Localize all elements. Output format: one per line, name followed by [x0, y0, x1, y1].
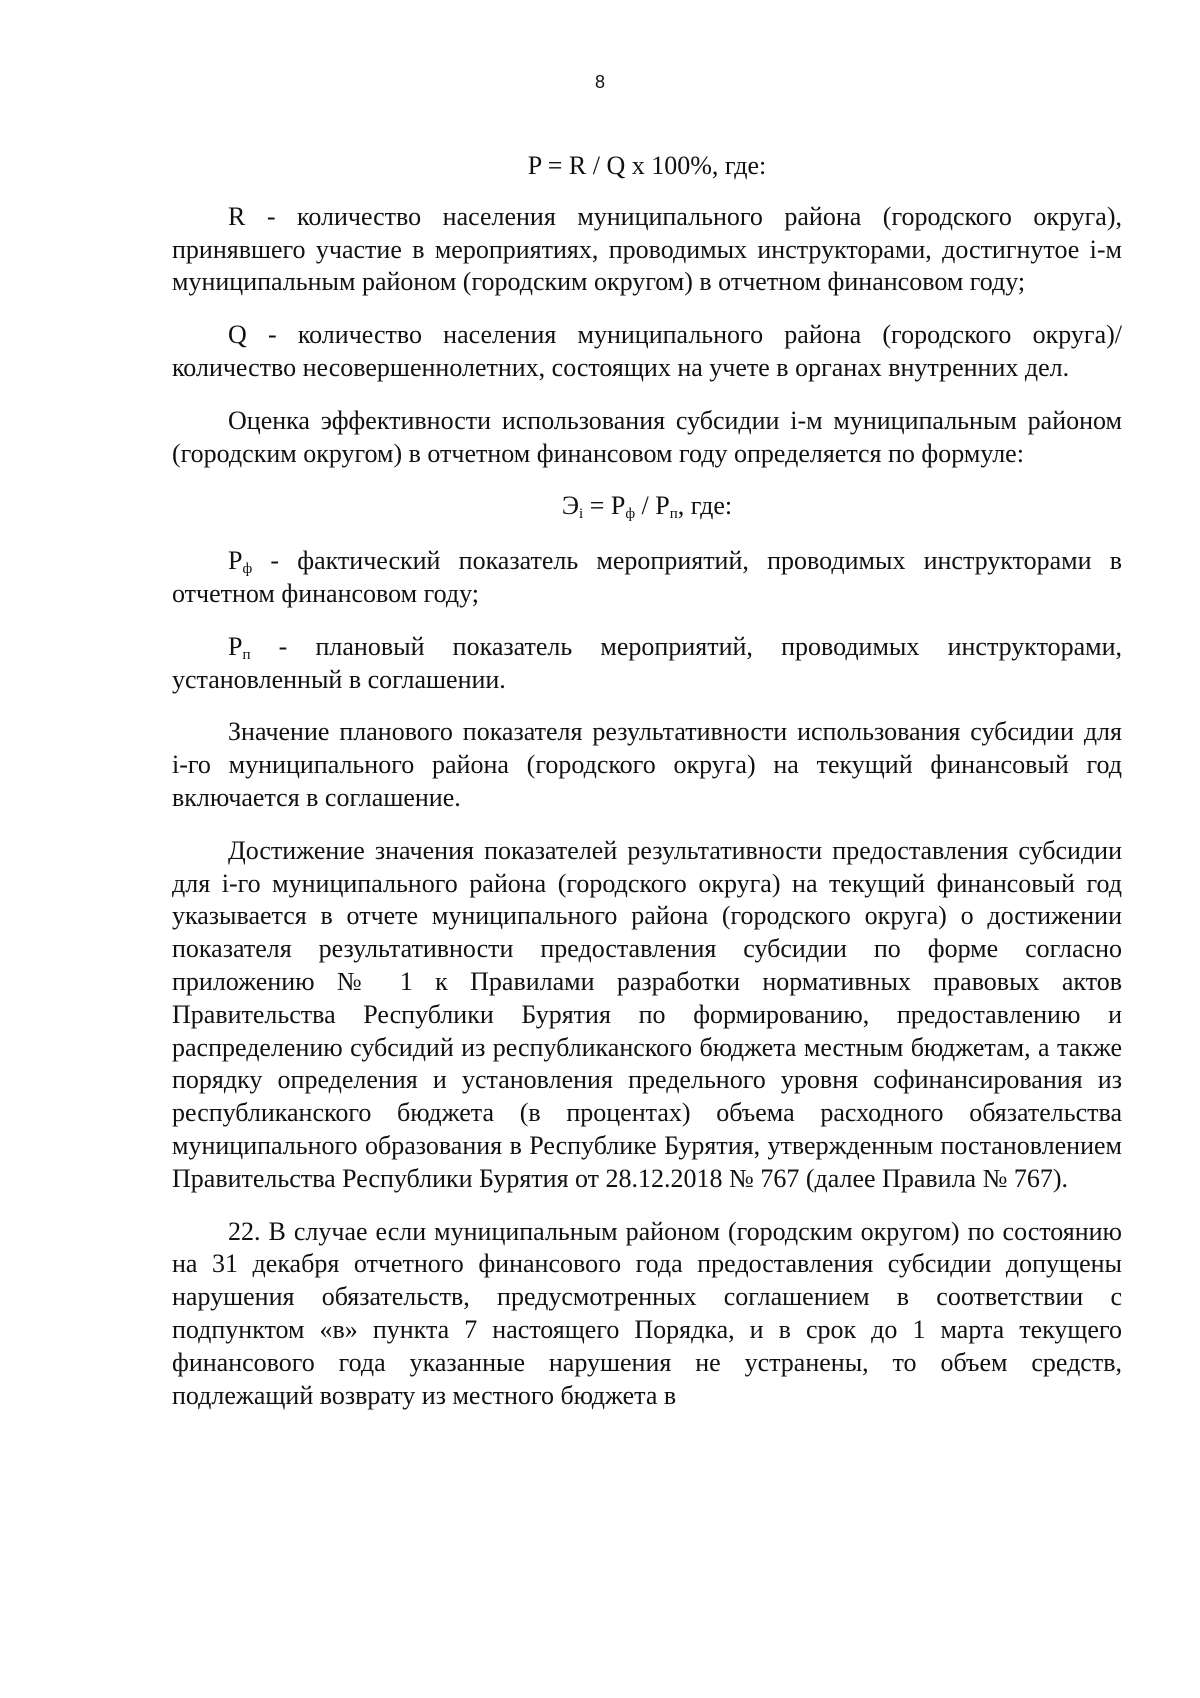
pp-symbol: Р	[228, 631, 243, 661]
formula-tail: , где:	[677, 491, 733, 521]
pp-text: - плановый показатель мероприятий, проводимых инструкторами, установленный в соглашении.	[172, 631, 1122, 694]
formula-lhs-sub: i	[579, 506, 584, 523]
definition-r: R - количество населения муниципального района (городского округа), принявшего участие в мероприятиях, проводимых инструкторами, достигнутое i-м муниципальным районом (городским округом) в отчетном финансовом году;	[172, 201, 1122, 297]
page-number: 8	[594, 72, 605, 92]
pf-sub: ф	[242, 561, 253, 578]
pf-symbol: Р	[228, 546, 243, 576]
formula-eq: = Р	[583, 491, 626, 521]
definition-q: Q - количество населения муниципального района (городского округа)/количество несовершеннолетних, состоящих на учете в органах внутренних дел.	[172, 320, 1122, 382]
pf-text: - фактический показатель мероприятий, проводимых инструкторами в отчетном финансовом году;	[172, 546, 1122, 608]
formula-p-sub: п	[669, 506, 678, 523]
definition-pf	[172, 545, 1122, 611]
formula-lhs: Э	[561, 491, 580, 521]
clause-22-paragraph: 22. В случае если муниципальным районом (городским округом) по состоянию на 31 декабря отчетного финансового года предоставления субсидии допущены нарушения обязательств, предусмотренных соглашением в соответствии с подпунктом «в» пункта 7 настоящего Порядка, и в срок до 1 марта текущего финансового года указанные нарушения не устранены, то объем средств, подлежащий возврату из местного бюджета в	[172, 1216, 1122, 1410]
formula-percentage: P = R / Q x 100%, где:	[527, 151, 767, 180]
pp-sub: п	[242, 646, 251, 663]
definition-pp	[172, 631, 1122, 697]
formula-efficiency	[172, 490, 1122, 523]
efficiency-intro: Оценка эффективности использования субсидии i-м муниципальным районом (городским округом) в отчетном финансовом году определяется по формуле:	[172, 405, 1122, 468]
document-body	[172, 150, 1122, 1432]
formula-div: / Р	[635, 491, 670, 521]
achievement-paragraph: Достижение значения показателей результативности предоставления субсидии для i-го муниципального района (городского округа) на текущий финансовый год указывается в отчете муниципального района (городского округа) о достижении показателя результативности предоставления субсидии по форме согласно приложению № 1 к Правилами разработки нормативных правовых актов Правительства Республики Бурятия по формированию, предоставлению и распределению субсидий из республиканского бюджета местным бюджетам, а также порядку определения и установления предельного уровня софинансирования из республиканского бюджета (в процентах) объема расходного обязательства муниципального образования в Республике Бурятия, утвержденным постановлением Правительства Республики Бурятия от 28.12.2018 № 767 (далее Правила № 767).	[172, 835, 1122, 1193]
formula-f-sub: ф	[625, 506, 636, 523]
planned-indicator-paragraph: Значение планового показателя результативности использования субсидии для i-го муниципального района (городского округа) на текущий финансовый год включается в соглашение.	[172, 717, 1122, 812]
